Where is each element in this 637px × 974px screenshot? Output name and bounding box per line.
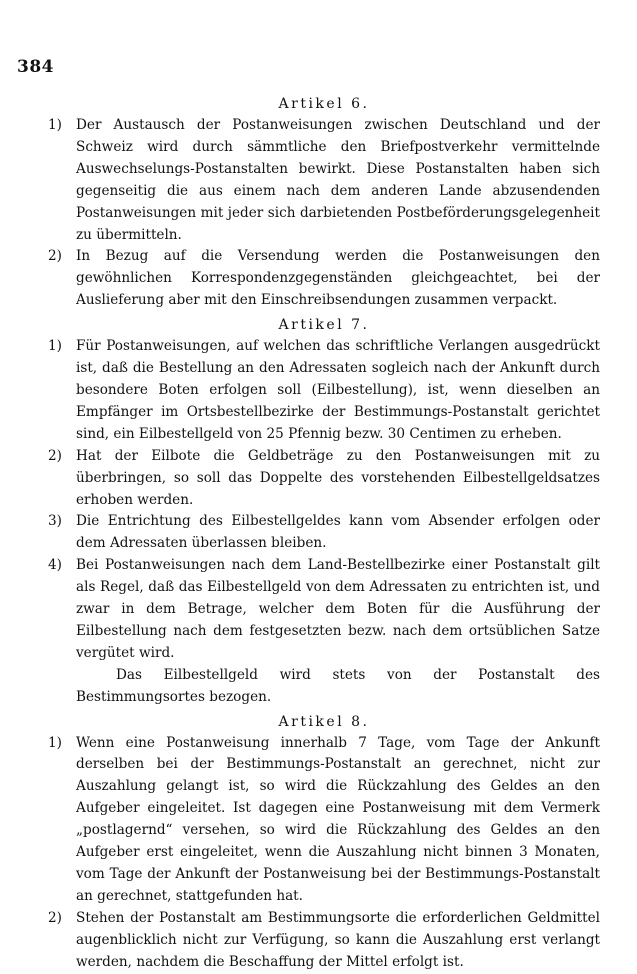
paragraph-number: 1) [48, 338, 62, 355]
article-8-paragraph-2 [48, 908, 600, 974]
paragraph-text: Hat der Eilbote die Geldbeträge zu den Postanweisungen mit zu überbringen, so soll das Doppelte des vorstehenden Eilbestellgeldsatzes erhoben werden. [76, 447, 600, 508]
paragraph-text: Für Postanweisungen, auf welchen das schriftliche Verlangen ausgedrückt ist, daß die Bestellung an den Adressaten sogleich nach der Ankunft durch besondere Boten erfolgen soll (Eilbestellung), ist, wenn dieselben an Empfänger im Ortsbestellbezirke der Bestimmungs-Postanstalt gerichtet sind, ein Eilbestellgeld von 25 Pfennig bezw. 30 Centimen zu erheben. [76, 338, 600, 442]
article-7-paragraph-4 [48, 555, 600, 665]
article-8-paragraph-1 [48, 733, 600, 908]
paragraph-number: 1) [48, 117, 62, 133]
paragraph-number: 3) [48, 513, 62, 530]
paragraph-text: Der Austausch der Postanweisungen zwischen Deutschland und der Schweiz wird durch sämmtliche den Briefpostverkehr vermittelnde Auswechselungs-Postanstalten bewirkt. Diese Postanstalten haben sich gegenseitig die aus einem nach dem anderen Lande abzusendenden Postanweisungen mit jeder sich darbietenden Postbeförderungsgelegenheit zu übermitteln. [76, 117, 600, 243]
paragraph-text: Bei Postanweisungen nach dem Land-Bestellbezirke einer Postanstalt gilt als Regel, daß das Eilbestellgeld von dem Adressaten zu entrichten ist, und zwar in dem Betrage, welcher dem Boten für die Ausführung der Eilbestellung nach dem festgesetzten bezw. nach dem ortsüblichen Satze vergütet wird. [76, 557, 600, 661]
page-body [48, 93, 600, 974]
paragraph-text: Stehen der Postanstalt am Bestimmungsorte die erforderlichen Geldmittel augenblicklich nicht zur Verfügung, so kann die Auszahlung erst verlangt werden, nachdem die Beschaffung der Mittel erfolgt ist. [76, 909, 600, 970]
article-7-paragraph-3 [48, 511, 600, 555]
paragraph-text: Die Entrichtung des Eilbestellgeldes kann vom Absender erfolgen oder dem Adressaten überlassen bleiben. [76, 513, 600, 552]
paragraph-text: Wenn eine Postanweisung innerhalb 7 Tage, vom Tage der Ankunft derselben bei der Bestimmungs-Postanstalt an gerechnet, nicht zur Auszahlung gelangt ist, so wird die Rückzahlung des Geldes an den Aufgeber eingeleitet. Ist dagegen eine Postanweisung mit dem Vermerk „postlagernd“ versehen, so wird die Rückzahlung des Geldes an den Aufgeber erst eingeleitet, wenn die Auszahlung nicht binnen 3 Monaten, vom Tage der Ankunft der Postanweisung bei der Bestimmungs-Postanstalt an gerechnet, stattgefunden hat. [76, 734, 600, 904]
paragraph-number: 1) [48, 734, 62, 751]
article-7-title: Artikel 7. [278, 317, 370, 334]
paragraph-number: 2) [48, 909, 62, 926]
article-6-paragraph-2 [48, 246, 600, 312]
article-7-closing-text: Das Eilbestellgeld wird stets von der Postanstalt des Bestimmungsortes bezogen. [76, 666, 600, 705]
article-8-title: Artikel 8. [278, 713, 370, 730]
article-7-paragraph-1 [48, 336, 600, 446]
paragraph-number: 2) [48, 248, 62, 265]
article-6-title: Artikel 6. [278, 96, 370, 112]
article-7-paragraph-2 [48, 446, 600, 512]
paragraph-number: 2) [48, 447, 62, 464]
paragraph-number: 4) [48, 557, 62, 574]
article-6-paragraph-1 [48, 115, 600, 246]
paragraph-text: In Bezug auf die Versendung werden die Postanweisungen den gewöhnlichen Korrespondenzgegenständen gleichgeachtet, bei der Auslieferung aber mit den Einschreibsendungen zusammen verpackt. [76, 248, 600, 309]
page-number: 384 [17, 57, 54, 77]
